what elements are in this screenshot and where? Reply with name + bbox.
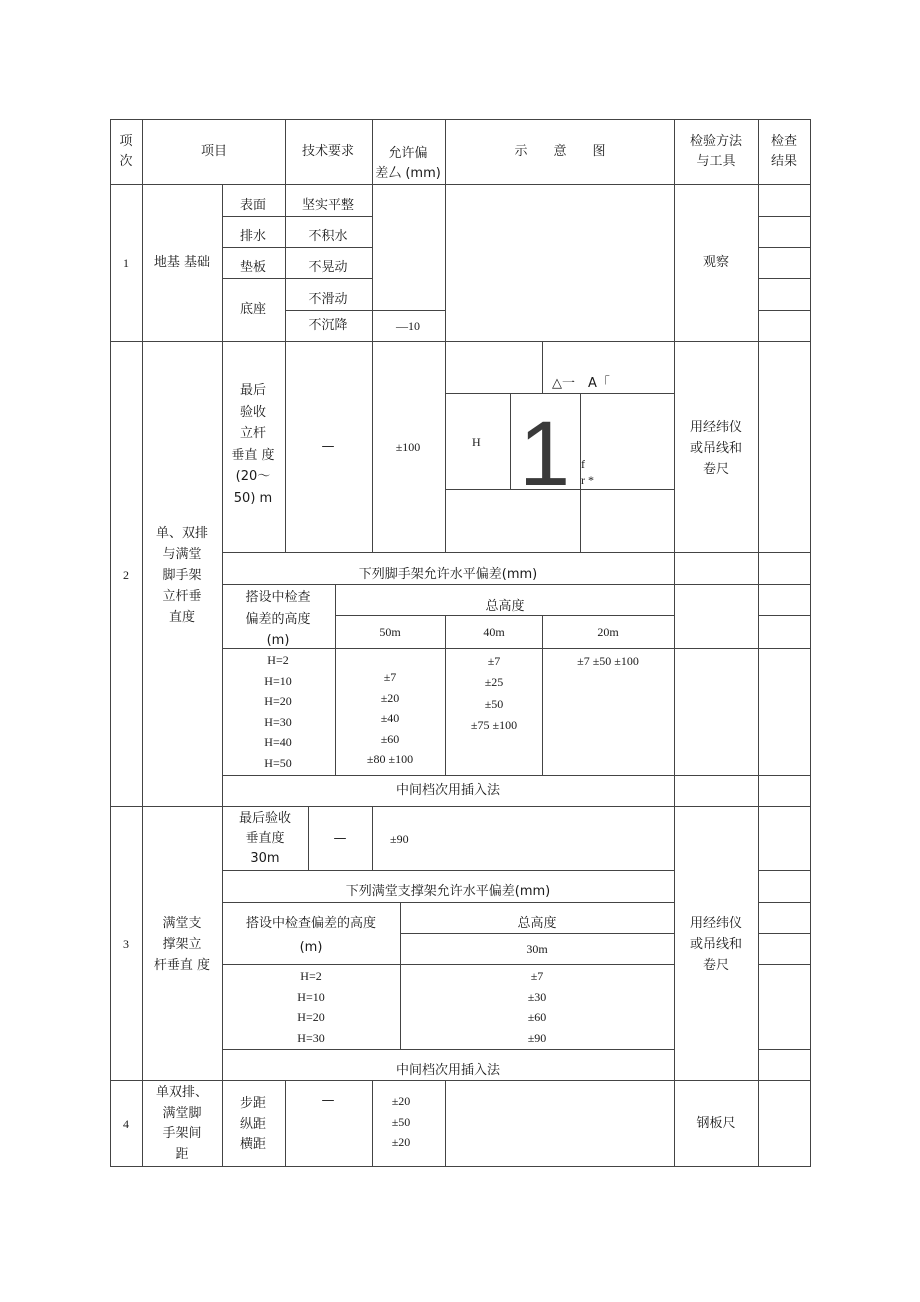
text-line: 满堂脚 (162, 1105, 202, 1121)
rule (142, 119, 143, 1167)
row4-tech: — (321, 1093, 335, 1108)
header-item: 项目 (200, 144, 228, 159)
row3-sub (239, 809, 291, 869)
row2-height-20: 20m (597, 625, 619, 639)
rule (372, 806, 373, 871)
rule (372, 119, 373, 553)
row3-values (528, 966, 547, 1048)
text-line: ±30 (527, 989, 547, 1004)
rule (445, 1080, 446, 1167)
row3-height-30: 30m (526, 942, 548, 956)
row2-table-title: 下列脚手架允许水平偏差(mm) (358, 567, 538, 582)
row1-req: 坚实平整 (301, 198, 355, 213)
text-line: 垂直 度 (231, 447, 275, 463)
text-line: 最后验收 (238, 811, 292, 826)
rule (110, 119, 111, 1167)
text-line: ±20 (380, 690, 400, 705)
row1-item: 地基 基础 (153, 255, 211, 270)
text-line: 杆垂直 度 (153, 958, 211, 973)
row2-method (690, 417, 742, 480)
row2-col50-values (367, 667, 413, 770)
text-line: ±75 ±100 (470, 718, 518, 733)
row1-sub-base: 底座 (239, 302, 267, 317)
row4-sub (240, 1094, 266, 1156)
text-line: ±80 ±100 (366, 752, 414, 767)
text-line: (m) (299, 940, 323, 955)
rule (222, 964, 674, 965)
rule (222, 278, 372, 279)
text-line: ±7 (383, 670, 397, 684)
text-line: 验收 (239, 404, 267, 420)
row3-no: 3 (123, 937, 129, 951)
diagram-numeral: 1 (519, 403, 571, 505)
text-line: ±20 (391, 1135, 411, 1150)
row3-tolerance: ±90 (390, 832, 409, 846)
rule (222, 184, 223, 1167)
text-line: 纵距 (239, 1116, 267, 1132)
row3-col-label (246, 912, 376, 960)
text-line: H=40 (264, 735, 292, 750)
text-line: H=10 (297, 989, 325, 1004)
row1-req: 不晃动 (308, 260, 348, 275)
rule (222, 552, 811, 553)
rule (758, 964, 811, 965)
text-line: H=20 (264, 694, 292, 709)
rule (810, 119, 811, 1167)
text-line: ±50 (391, 1114, 411, 1129)
text-line: 次 (119, 154, 133, 169)
rule (758, 933, 811, 934)
rule (110, 1166, 811, 1167)
text-line: 垂直度 (245, 831, 285, 846)
rule (542, 615, 543, 776)
text-line: ±40 (380, 711, 400, 726)
text-line: ±60 (380, 731, 400, 746)
rule (335, 584, 336, 776)
rule (758, 615, 811, 616)
rule (445, 648, 446, 776)
row2-col-label (245, 587, 310, 652)
rule (110, 119, 811, 120)
rule (758, 278, 811, 279)
row2-height-40: 40m (483, 625, 505, 639)
row2-total-height: 总高度 (485, 599, 525, 614)
rule (110, 806, 811, 807)
rule (674, 806, 675, 1167)
rule (400, 902, 401, 1050)
row1-req: 不积水 (308, 229, 348, 244)
rule (758, 216, 811, 217)
row3-table-title: 下列满堂支撑架允许水平偏差(mm) (345, 884, 551, 899)
text-line: ±90 (527, 1030, 547, 1045)
rule (110, 341, 811, 342)
text-line: ±7 (530, 969, 544, 983)
rule (542, 341, 543, 394)
row3-h-values (297, 966, 324, 1048)
text-line: 30m (250, 851, 280, 866)
row1-method: 观察 (702, 255, 730, 270)
row1-tolerance: —10 (396, 319, 420, 333)
text-line: ±20 (391, 1094, 411, 1108)
text-line: 最后 (239, 383, 267, 398)
text-line: H=10 (264, 673, 292, 688)
text-line: H=20 (297, 1010, 325, 1025)
row1-no: 1 (123, 256, 129, 270)
row1-sub-surface: 表面 (239, 198, 267, 213)
text-line: ±60 (527, 1010, 547, 1025)
text-line: H=50 (264, 755, 292, 770)
text-line: 用经纬仪 (689, 916, 743, 931)
text-line: H=2 (300, 969, 322, 983)
text-line: 或吊线和 (689, 441, 743, 456)
row2-no: 2 (123, 568, 129, 582)
rule (758, 870, 811, 871)
row2-tech: — (321, 439, 335, 454)
text-line: ±50 (484, 696, 504, 711)
text-line: ±7 (487, 654, 501, 668)
text-line: 满堂支 (162, 916, 202, 931)
rule (445, 615, 446, 649)
text-line: 单、双排 (155, 526, 209, 541)
row3-tech: — (333, 831, 347, 846)
rule (285, 310, 445, 311)
row1-req: 不沉降 (308, 318, 348, 333)
rule (758, 247, 811, 248)
text-line: 用经纬仪 (689, 420, 743, 435)
text-line: 偏差的高度 (245, 611, 311, 627)
row2-tolerance: ±100 (395, 440, 421, 454)
diagram-f-label: f (581, 457, 585, 471)
text-line: 距 (175, 1146, 189, 1162)
row1-sub-pad: 垫板 (239, 260, 267, 275)
text-line: 与工具 (696, 154, 736, 169)
rule (308, 806, 309, 871)
text-line: (m) (266, 633, 290, 648)
text-line: 允许偏 (388, 146, 428, 161)
text-line: 单双排、 (155, 1085, 209, 1100)
rule (222, 775, 811, 776)
text-line: 直度 (168, 610, 196, 625)
header-method (690, 132, 742, 172)
rule (222, 216, 372, 217)
row2-col40-values (471, 651, 517, 737)
rule (285, 1080, 286, 1167)
header-tolerance (375, 144, 441, 184)
header-no (119, 132, 132, 172)
text-line: 步距 (239, 1096, 267, 1111)
text-line: 卷尺 (702, 958, 730, 973)
text-line: 立杆垂 (162, 589, 202, 604)
rule (674, 119, 675, 553)
rule (222, 1049, 674, 1050)
row2-col20-values: ±7 ±50 ±100 (577, 654, 639, 668)
text-line: ±25 (484, 675, 504, 690)
rule (372, 1080, 373, 1167)
text-line: 搭设中检查 (245, 590, 311, 605)
row4-method: 钢板尺 (696, 1116, 736, 1131)
text-line: 检验方法 (689, 134, 743, 149)
rule (285, 119, 286, 553)
text-line: 搭设中检查偏差的高度 (245, 916, 377, 931)
row3-note: 中间档次用插入法 (395, 1063, 501, 1078)
rule (222, 902, 674, 903)
text-line: 与满堂 (162, 547, 202, 562)
text-line: 差厶 (mm) (375, 166, 441, 181)
row4-item (156, 1083, 208, 1165)
text-line: H=2 (267, 653, 289, 667)
row3-item (154, 913, 210, 976)
row1-req: 不滑动 (308, 292, 348, 307)
row2-item (156, 523, 208, 628)
text-line: 卷尺 (702, 462, 730, 477)
rule (758, 1049, 811, 1050)
text-line: 项 (119, 134, 133, 149)
diagram-r-label: r * (581, 473, 594, 487)
rule (758, 902, 811, 903)
text-line: H=30 (264, 714, 292, 729)
rule (510, 393, 511, 490)
text-line: 50) m (233, 490, 273, 506)
text-line: 检查 (770, 134, 798, 149)
row2-h-values (264, 650, 291, 774)
rule (110, 184, 811, 185)
diagram-h-label: H (472, 435, 481, 449)
text-line: 立杆 (239, 426, 267, 441)
header-diagram: 示 意 图 (514, 144, 606, 159)
row4-tolerance (392, 1091, 411, 1153)
rule (222, 870, 674, 871)
text-line: 横距 (239, 1137, 267, 1152)
row2-height-50: 50m (379, 625, 401, 639)
text-line: 手架间 (162, 1126, 202, 1141)
row3-method (690, 913, 742, 976)
text-line: 撑架立 (162, 937, 202, 952)
diagram-top-label: △一 A「 (552, 376, 610, 391)
row1-sub-drainage: 排水 (239, 229, 267, 244)
text-line: 脚手架 (162, 568, 202, 583)
header-tech: 技术要求 (301, 144, 355, 159)
row3-total-height: 总高度 (517, 916, 557, 931)
rule (758, 119, 759, 1167)
row2-sub (231, 380, 274, 509)
text-line: H=30 (297, 1030, 325, 1045)
rule (445, 119, 446, 553)
text-line: 结果 (770, 154, 798, 169)
header-result (771, 132, 797, 172)
rule (222, 247, 372, 248)
row2-note: 中间档次用插入法 (395, 783, 501, 798)
row4-no: 4 (123, 1117, 129, 1131)
text-line: 或吊线和 (689, 937, 743, 952)
rule (674, 552, 675, 807)
rule (758, 310, 811, 311)
text-line: (20～ (235, 469, 271, 484)
